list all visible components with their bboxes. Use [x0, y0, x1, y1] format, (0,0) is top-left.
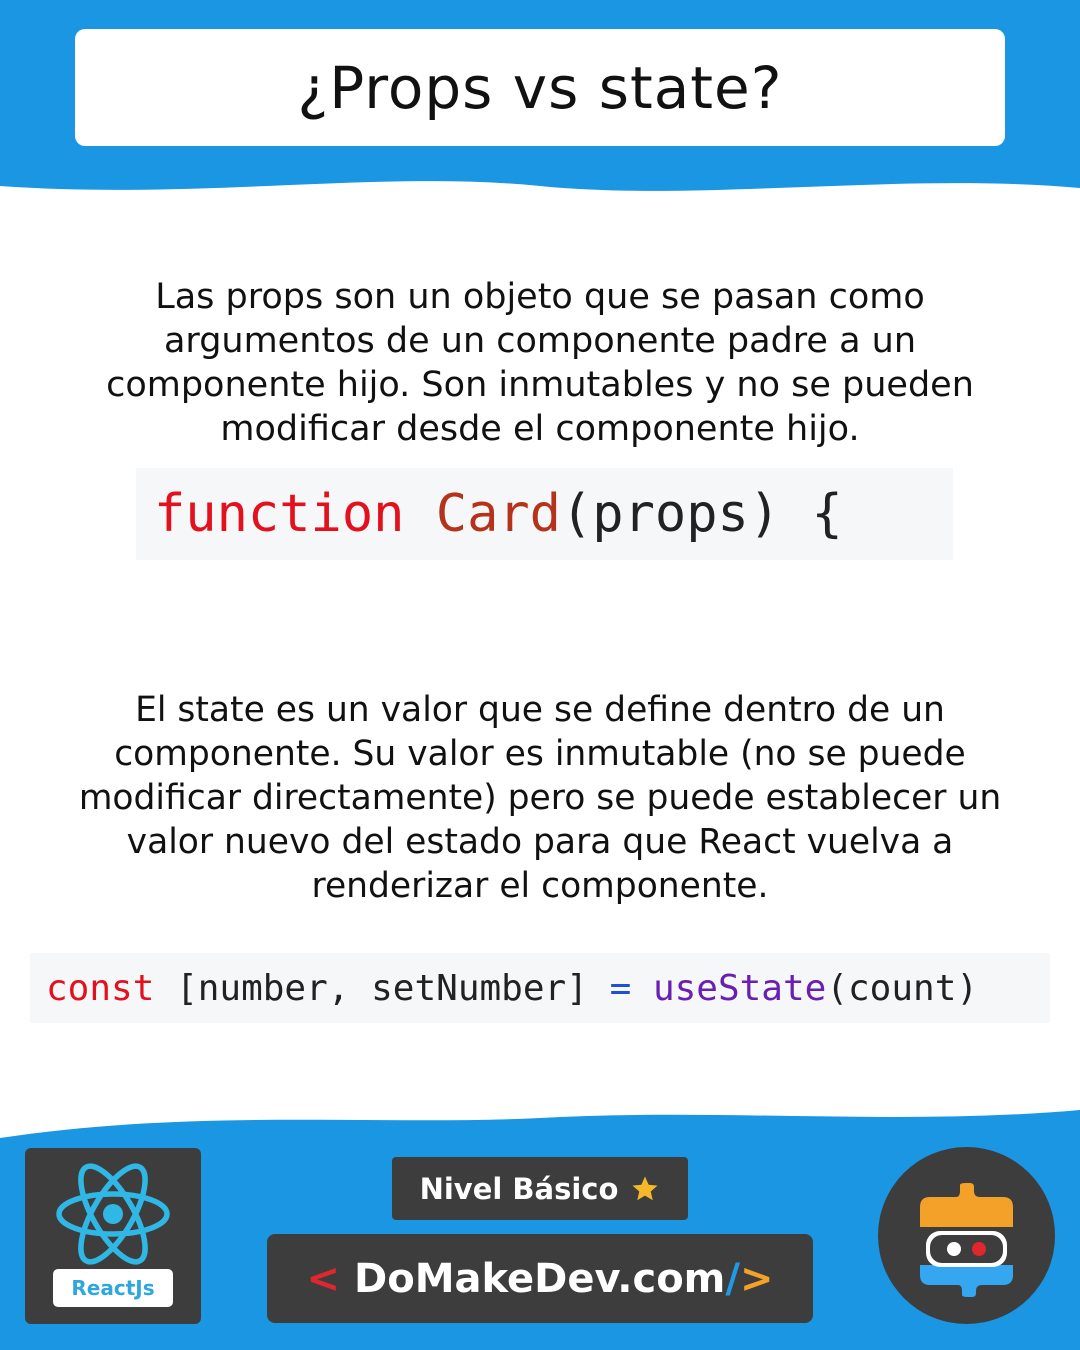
site-close-bracket: > [739, 1255, 774, 1302]
code-hook: useState [652, 967, 827, 1009]
site-name: DoMakeDev.com [354, 1255, 726, 1302]
code-keyword: function [154, 484, 405, 544]
code-equals: = [609, 967, 632, 1009]
state-code-snippet [30, 953, 1050, 1023]
star-icon [630, 1174, 660, 1204]
site-slash: / [725, 1255, 740, 1302]
level-label: Nivel Básico [419, 1171, 619, 1206]
website-banner[interactable] [267, 1234, 813, 1323]
state-description: El state es un valor que se define dentro de un componente. Su valor es inmutable (no se puede modificar directamente) pero se puede establecer un valor nuevo del estado para que React vuelva a renderizar el componente. [78, 690, 1002, 906]
code-keyword: const [46, 967, 155, 1009]
props-code-snippet [136, 468, 953, 560]
react-logo-icon [53, 1162, 173, 1266]
code-params: (props) { [561, 484, 843, 544]
code-args: (count) [826, 967, 979, 1009]
robot-face-icon [878, 1147, 1055, 1324]
brand-logo [878, 1147, 1055, 1324]
react-badge-card [25, 1148, 201, 1324]
code-vars: [number, setNumber] [176, 967, 588, 1009]
title-card [75, 29, 1005, 146]
props-description: Las props son un objeto que se pasan como argumentos de un componente padre a un componente hijo. Son inmutables y no se pueden modificar desde el componente hijo. [106, 277, 974, 449]
site-open-bracket: < [306, 1255, 341, 1302]
react-label: ReactJs [53, 1269, 173, 1307]
level-badge [392, 1157, 688, 1220]
page-title: ¿Props vs state? [297, 53, 783, 122]
code-function-name: Card [435, 484, 561, 544]
